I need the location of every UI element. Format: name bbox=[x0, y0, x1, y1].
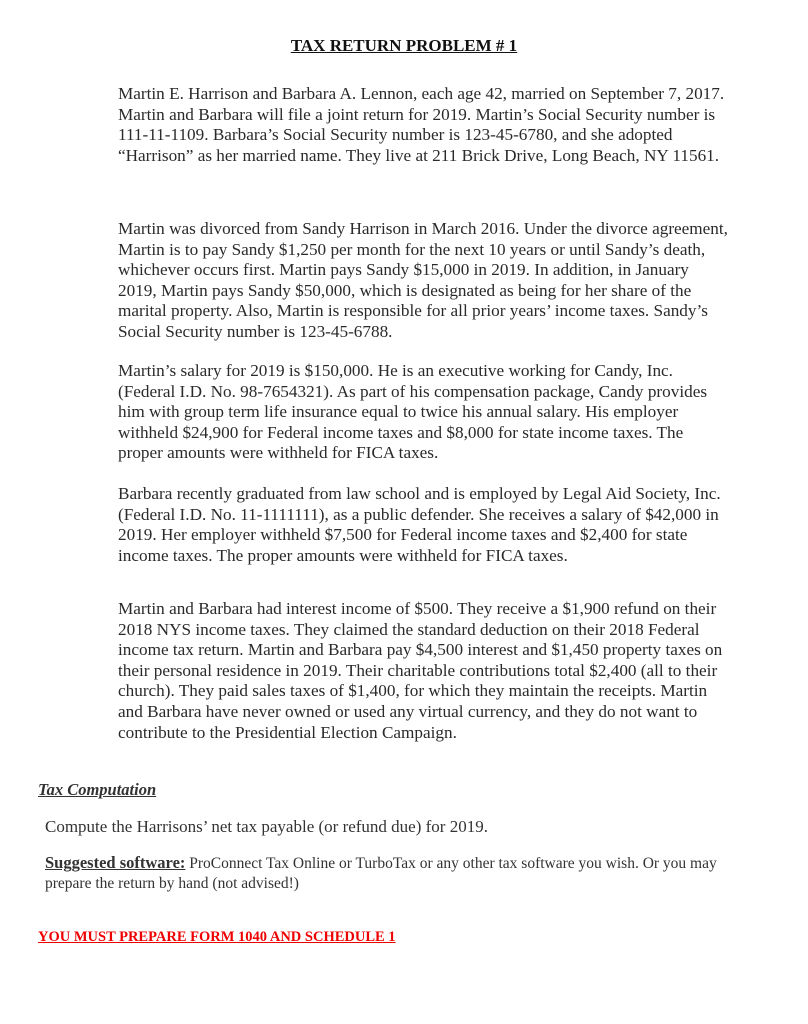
compute-instruction: Compute the Harrisons’ net tax payable (or refund due) for 2019. bbox=[45, 817, 488, 836]
form-requirement-notice: YOU MUST PREPARE FORM 1040 AND SCHEDULE 1 bbox=[38, 929, 396, 945]
page-title: TAX RETURN PROBLEM # 1 bbox=[290, 36, 518, 55]
paragraph-divorce: Martin was divorced from Sandy Harrison in March 2016. Under the divorce agreement, Martin is to pay Sandy $1,250 per month for the next 10 years or until Sandy’s death, whichever occurs first. Martin pays Sandy $15,000 in 2019. In addition, in January 2019, Martin pays Sandy $50,000, which is designated as being for her share of the marital property. Also, Martin is responsible for all prior years’ income taxes. Sandy’s Social Security number is 123-45-6788. bbox=[118, 219, 728, 341]
suggested-software bbox=[45, 853, 725, 894]
tax-computation-heading: Tax Computation bbox=[38, 780, 157, 799]
paragraph-taxpayers: Martin E. Harrison and Barbara A. Lennon, each age 42, married on September 7, 2017. Martin and Barbara will file a joint return for 2019. Martin’s Social Security number is 111-11-1109. Barbara’s Social Security number is 123-45-6780, and she adopted “Harrison” as her married name. They live at 211 Brick Drive, Long Beach, NY 11561. bbox=[118, 84, 725, 165]
suggested-software-text: ProConnect Tax Online or TurboTax or any other tax software you wish. Or you may prepare the return by hand (not advised!) bbox=[45, 855, 717, 892]
paragraph-martin-salary: Martin’s salary for 2019 is $150,000. He is an executive working for Candy, Inc. (Federal I.D. No. 98-7654321). As part of his compensation package, Candy provides him with group term life insurance equal to twice his annual salary. His employer withheld $24,900 for Federal income taxes and $8,000 for state income taxes. The proper amounts were withheld for FICA taxes. bbox=[118, 361, 708, 463]
suggested-software-label: Suggested software: bbox=[45, 853, 186, 872]
paragraph-other-income: Martin and Barbara had interest income of $500. They receive a $1,900 refund on their 2018 NYS income taxes. They claimed the standard deduction on their 2018 Federal income tax return. Martin and Barbara pay $4,500 interest and $1,450 property taxes on their personal residence in 2019. Their charitable contributions total $2,400 (all to their church). They paid sales taxes of $1,400, for which they maintain the receipts. Martin and Barbara have never owned or used any virtual currency, and they do not want to contribute to the Presidential Election Campaign. bbox=[118, 599, 723, 742]
paragraph-barbara-salary: Barbara recently graduated from law school and is employed by Legal Aid Society, Inc. (Federal I.D. No. 11-1111111), as a public defender. She receives a salary of $42,000 in 2019. Her employer withheld $7,500 for Federal income taxes and $2,400 for state income taxes. The proper amounts were withheld for FICA taxes. bbox=[118, 484, 721, 565]
